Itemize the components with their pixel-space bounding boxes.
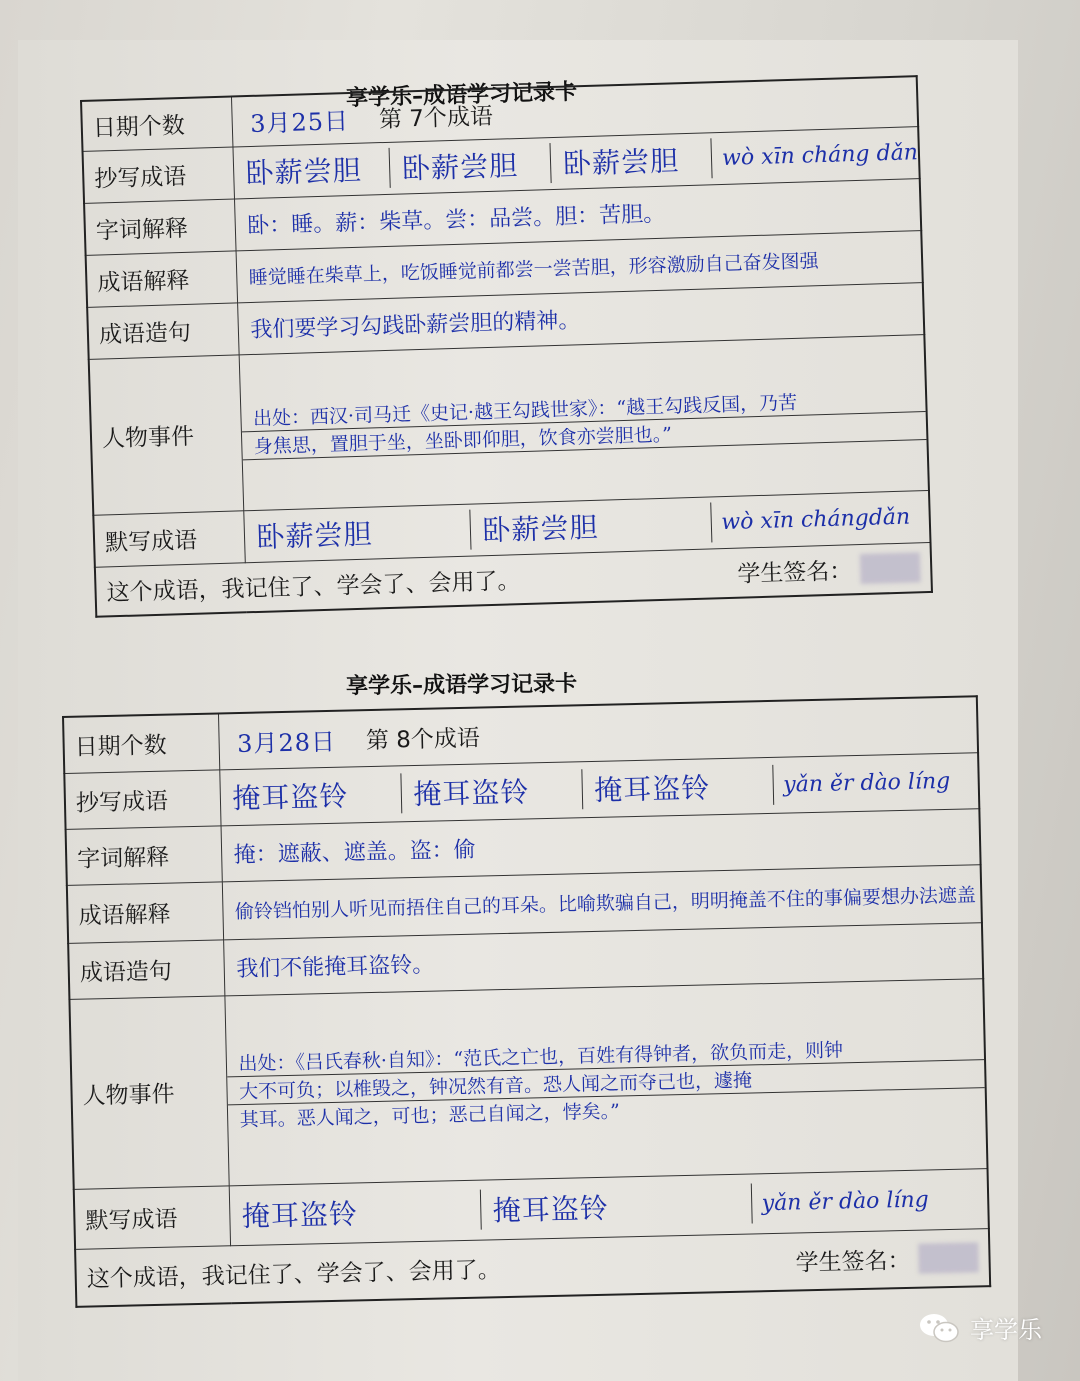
word-explain-text: 卧：睡。薪：柴草。尝：品尝。胆：苦胆。 bbox=[246, 201, 666, 239]
label-event: 人物事件 bbox=[69, 995, 228, 1188]
signature-label: 学生签名： bbox=[795, 1248, 911, 1277]
label-word-explain: 字词解释 bbox=[84, 198, 235, 254]
card-title: 享学乐–成语学习记录卡 bbox=[345, 79, 578, 112]
footer-statement: 这个成语，我记住了、学会了、会用了。 bbox=[106, 568, 521, 607]
label-dictation: 默写成语 bbox=[93, 510, 244, 566]
footer-statement: 这个成语，我记住了、学会了、会用了。 bbox=[86, 1257, 501, 1293]
copy-idiom: 卧薪尝胆 bbox=[562, 144, 680, 181]
sentence-text: 我们要学习勾践卧薪尝胆的精神。 bbox=[250, 307, 581, 343]
idiom-explain-text: 偷铃铛怕别人听见而捂住自己的耳朵。比喻欺骗自己，明明掩盖不住的事偏要想办法遮盖 bbox=[234, 883, 977, 923]
dictation-idiom: 掩耳盗铃 bbox=[241, 1197, 359, 1234]
dictation-idiom: 卧薪尝胆 bbox=[256, 517, 374, 554]
card-title: 享学乐–成语学习记录卡 bbox=[345, 671, 578, 700]
label-word-explain: 字词解释 bbox=[66, 825, 222, 885]
idiom-count: 第 7个成语 bbox=[378, 103, 494, 133]
label-idiom-explain: 成语解释 bbox=[67, 881, 223, 943]
blurred-signature bbox=[918, 1242, 979, 1273]
record-card-1 bbox=[80, 75, 933, 618]
label-event: 人物事件 bbox=[89, 354, 244, 514]
label-copy: 抄写成语 bbox=[83, 146, 234, 202]
date-value: 3月25日 bbox=[249, 106, 350, 138]
dictation-pinyin: yǎn ěr dào líng bbox=[761, 1186, 929, 1216]
label-date: 日期个数 bbox=[63, 713, 219, 773]
label-copy: 抄写成语 bbox=[64, 769, 220, 829]
watermark bbox=[918, 1310, 1042, 1345]
idiom-count: 第 8个成语 bbox=[365, 725, 481, 754]
wechat-icon bbox=[918, 1311, 960, 1345]
copy-idiom: 掩耳盗铃 bbox=[232, 779, 349, 816]
sentence-text: 我们不能掩耳盗铃。 bbox=[236, 952, 435, 982]
label-dictation: 默写成语 bbox=[74, 1185, 230, 1249]
label-date: 日期个数 bbox=[81, 97, 232, 151]
label-idiom-explain: 成语解释 bbox=[86, 250, 237, 306]
copy-idiom: 卧薪尝胆 bbox=[245, 153, 363, 191]
idiom-pinyin: yǎn ěr dào líng bbox=[782, 768, 951, 798]
copy-idiom: 掩耳盗铃 bbox=[593, 771, 711, 807]
watermark-text: 享学乐 bbox=[970, 1316, 1042, 1344]
date-value: 3月28日 bbox=[236, 727, 337, 758]
dictation-pinyin: wò xīn chángdǎn bbox=[720, 504, 911, 535]
event-line: 其耳。恶人闻之，可也；恶己自闻之，悖矣。” bbox=[239, 1099, 621, 1131]
word-explain-text: 掩：遮蔽、遮盖。盗：偷 bbox=[233, 837, 476, 868]
event-line: 身焦思，置胆于坐，坐卧即仰胆，饮食亦尝胆也。” bbox=[253, 423, 673, 458]
label-sentence: 成语造句 bbox=[68, 939, 224, 999]
dictation-idiom: 掩耳盗铃 bbox=[492, 1191, 610, 1228]
signature-label: 学生签名： bbox=[736, 558, 853, 588]
copy-idiom: 卧薪尝胆 bbox=[401, 149, 519, 186]
record-card-2 bbox=[62, 695, 991, 1308]
dictation-idiom: 卧薪尝胆 bbox=[481, 510, 599, 548]
event-line: 大不可负；以椎毁之，钟况然有音。恐人闻之而夺己也，遽掩 bbox=[238, 1068, 753, 1103]
event-line: 出处：西汉·司马迁《史记·越王勾践世家》：“越王勾践反国，乃苦 bbox=[252, 391, 798, 431]
idiom-pinyin: wò xīn cháng dǎn bbox=[721, 139, 919, 171]
event-line: 出处：《吕氏春秋·自知》：“范氏之亡也，百姓有得钟者，欲负而走，则钟 bbox=[238, 1038, 844, 1075]
idiom-explain-text: 睡觉睡在柴草上，吃饭睡觉前都尝一尝苦胆，形容激励自己奋发图强 bbox=[248, 249, 819, 289]
copy-idiom: 掩耳盗铃 bbox=[412, 775, 530, 812]
label-sentence: 成语造句 bbox=[87, 302, 238, 358]
blurred-signature bbox=[860, 552, 921, 584]
